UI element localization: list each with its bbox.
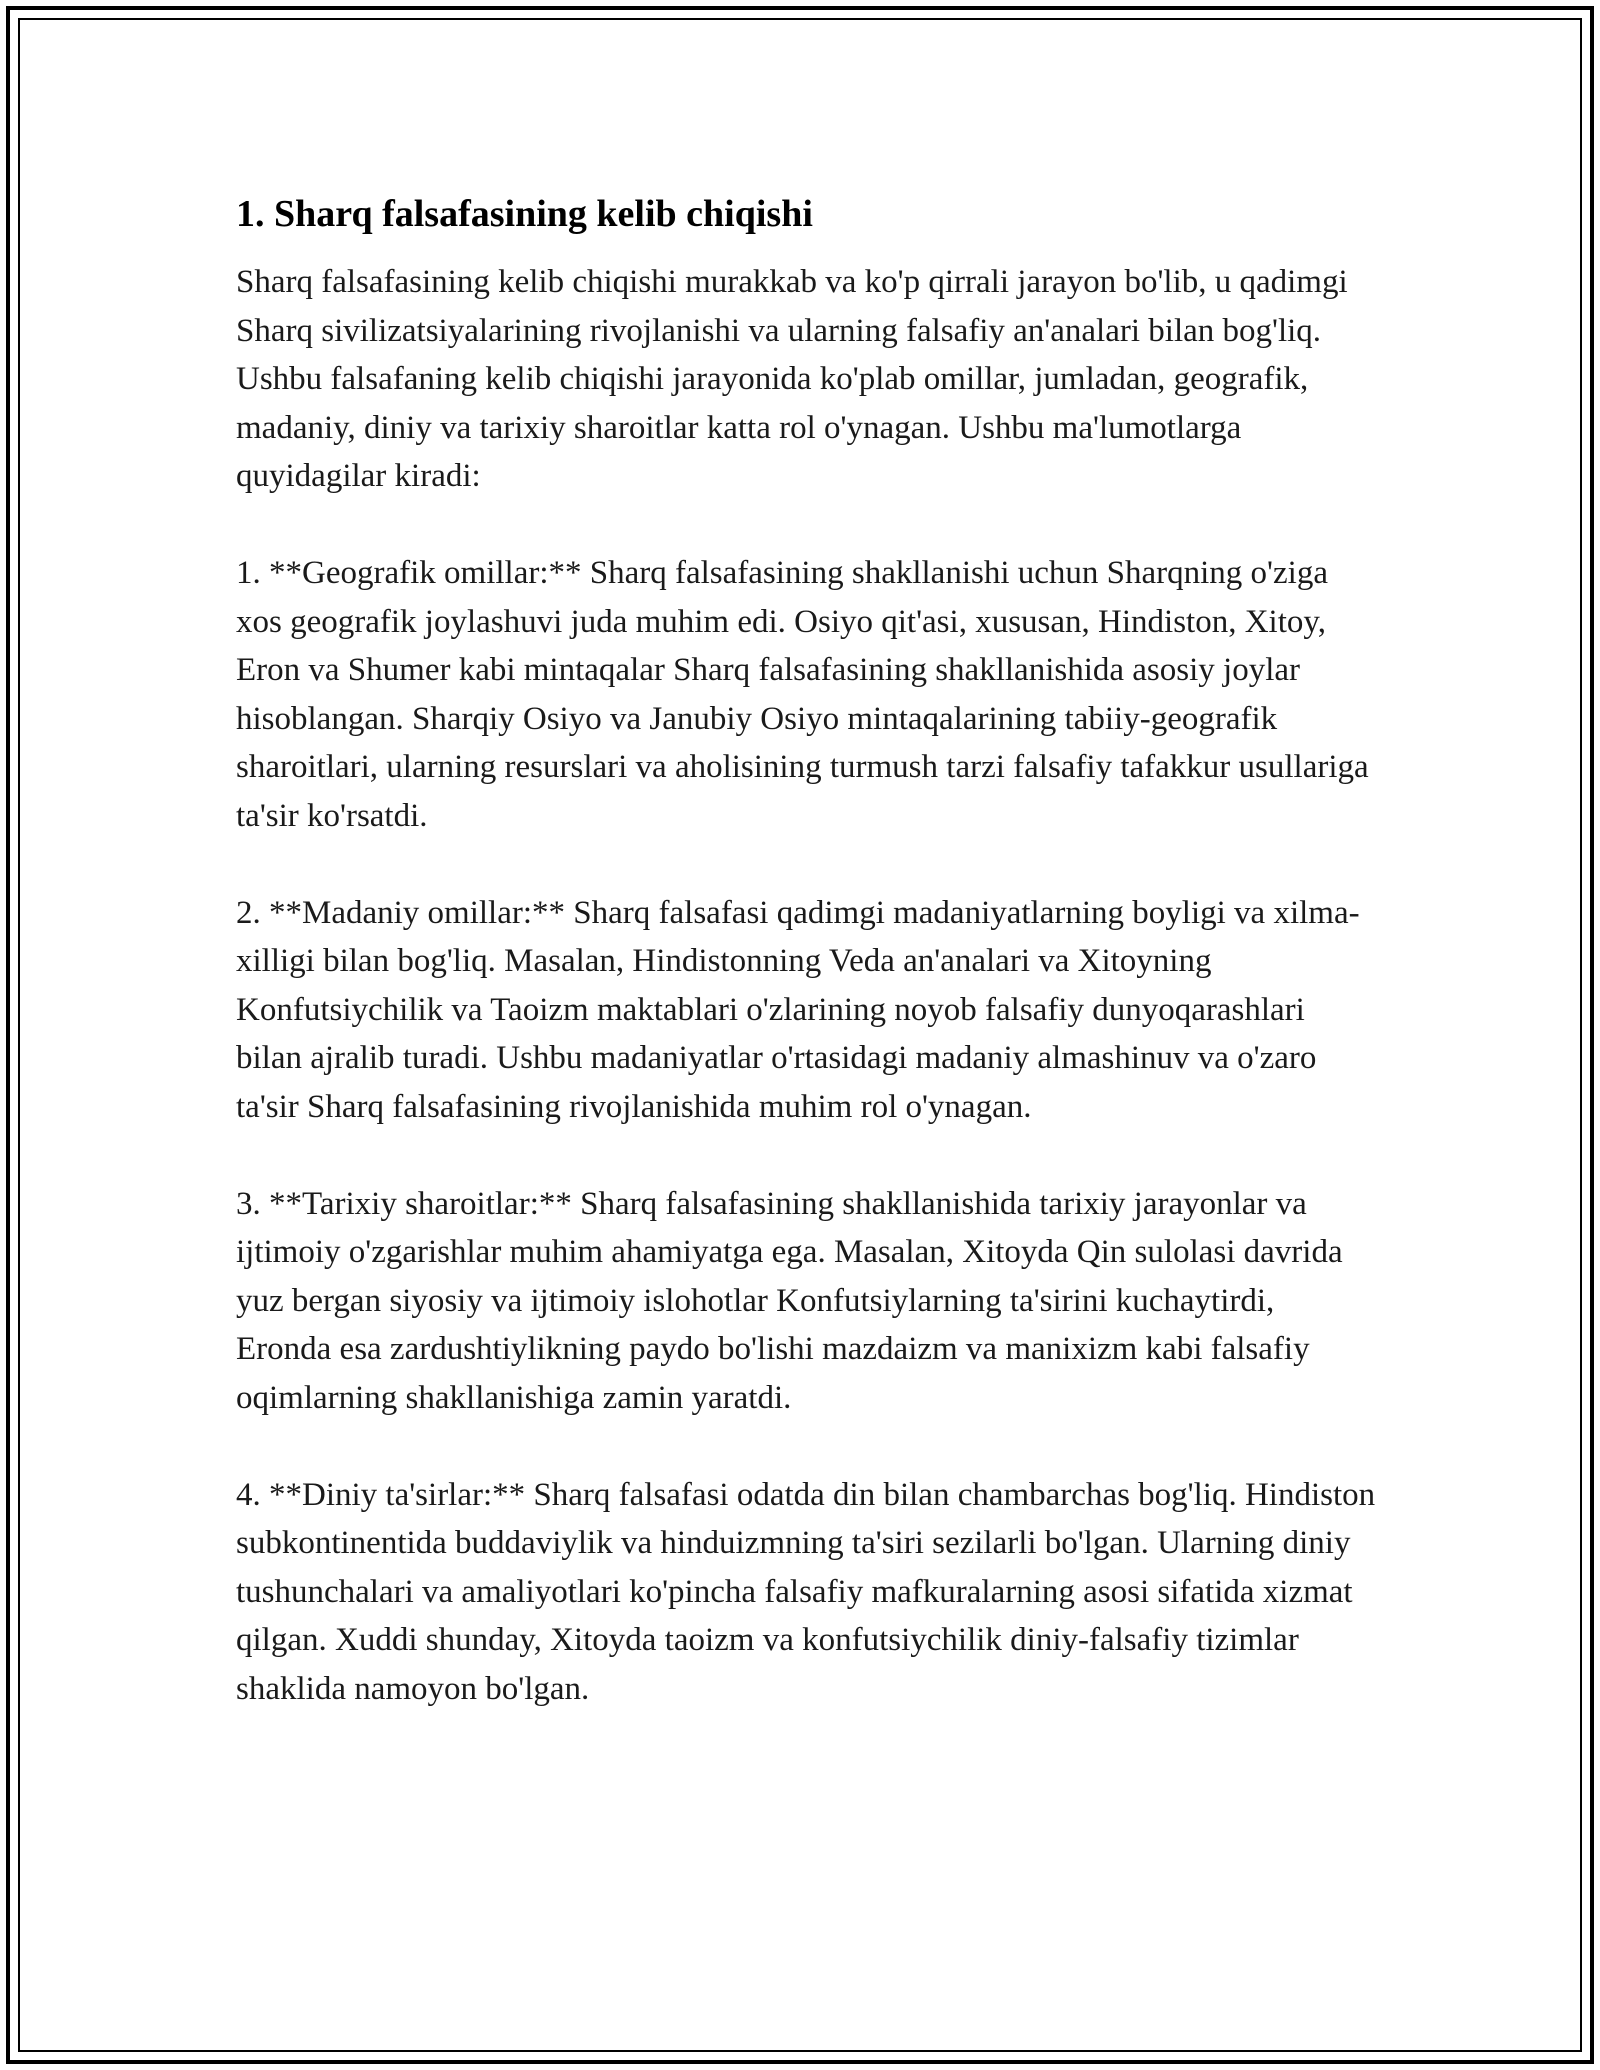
- geographic-factors-paragraph: 1. **Geografik omillar:** Sharq falsafasining shakllanishi uchun Sharqning o'ziga xos geografik joylashuvi juda muhim edi. Osiyo qit'asi, xususan, Hindiston, Xitoy, Eron va Shumer kabi mintaqalar Sharq falsafasining shakllanishida asosiy joylar hisoblangan. Sharqiy Osiyo va Janubiy Osiyo mintaqalarining tabiiy-geografik sharoitlari, ularning resurslari va aholisining turmush tarzi falsafiy tafakkur usullariga ta'sir ko'rsatdi.: [236, 555, 1369, 834]
- historical-conditions-paragraph: 3. **Tarixiy sharoitlar:** Sharq falsafasining shakllanishida tarixiy jarayonlar va ijtimoiy o'zgarishlar muhim ahamiyatga ega. Masalan, Xitoyda Qin sulolasi davrida yuz bergan siyosiy va ijtimoiy islohotlar Konfutsiylarning ta'sirini kuchaytirdi, Eronda esa zardushtiylikning paydo bo'lishi mazdaizm va manixizm kabi falsafiy oqimlarning shakllanishiga zamin yaratdi.: [236, 1185, 1343, 1416]
- religious-influences-paragraph: 4. **Diniy ta'sirlar:** Sharq falsafasi odatda din bilan chambarchas bog'liq. Hindiston subkontinentida buddaviylik va hinduizmning ta'siri sezilarli bo'lgan. Ularning diniy tushunchalari va amaliyotlari ko'pincha falsafiy mafkuralarning asosi sifatida xizmat qilgan. Xuddi shunday, Xitoyda taoizm va konfutsiychilik diniy-falsafiy tizimlar shaklida namoyon bo'lgan.: [236, 1476, 1376, 1707]
- cultural-factors-paragraph: 2. **Madaniy omillar:** Sharq falsafasi qadimgi madaniyatlarning boyligi va xilma-xilligi bilan bog'liq. Masalan, Hindistonning Veda an'analari va Xitoyning Konfutsiychilik va Taoizm maktablari o'zlarining noyob falsafiy dunyoqarashlari bilan ajralib turadi. Ushbu madaniyatlar o'rtasidagi madaniy almashinuv va o'zaro ta'sir Sharq falsafasining rivojlanishida muhim rol o'ynagan.: [236, 894, 1360, 1125]
- intro-paragraph: Sharq falsafasining kelib chiqishi murakkab va ko'p qirrali jarayon bo'lib, u qadimgi Sharq sivilizatsiyalarining rivojlanishi va ularning falsafiy an'analari bilan bog'liq. Ushbu falsafaning kelib chiqishi jarayonida ko'plab omillar, jumladan, geografik, madaniy, diniy va tarixiy sharoitlar katta rol o'ynagan. Ushbu ma'lumotlarga quyidagilar kiradi:: [236, 264, 1348, 494]
- page-title: 1. Sharq falsafasining kelib chiqishi: [236, 193, 813, 235]
- document-body: [236, 188, 1376, 1762]
